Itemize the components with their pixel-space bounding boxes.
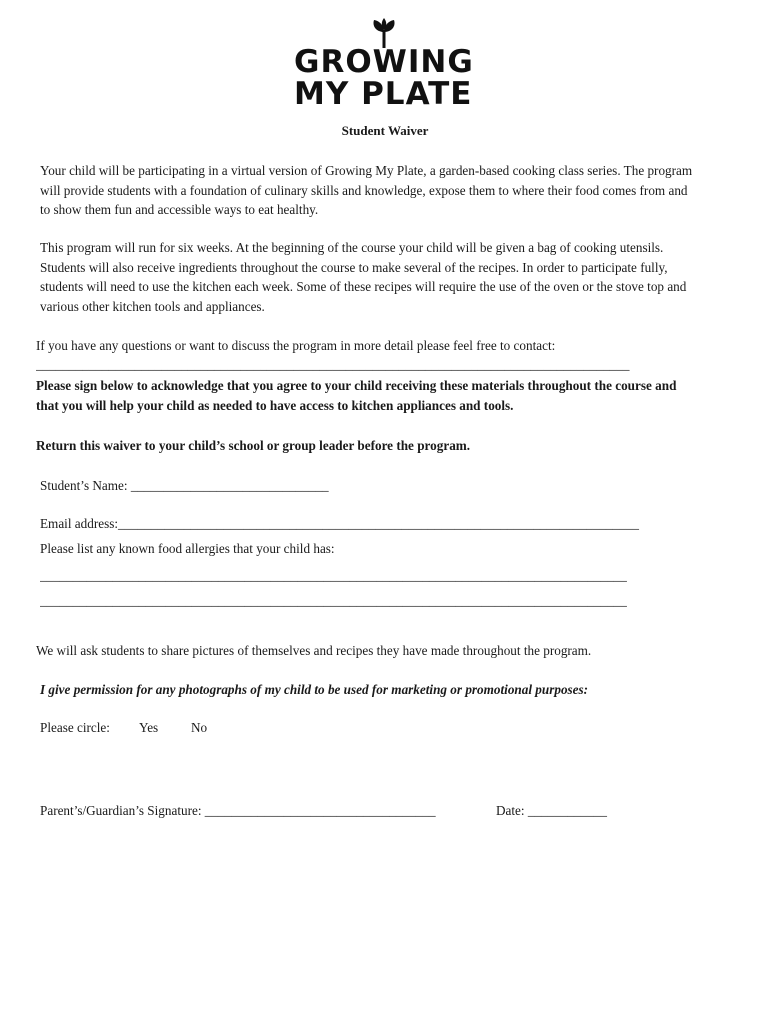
contact-text: If you have any questions or want to discuss the program in more detail please feel free to contact: — [36, 338, 556, 353]
guardian-signature-field[interactable]: Parent’s/Guardian’s Signature: ___________________________________ — [40, 803, 436, 818]
no-option[interactable]: No — [191, 720, 208, 735]
intro-paragraph — [40, 161, 740, 220]
intro-line: to show them fun and accessible ways to eat healthy. — [40, 202, 319, 217]
yes-option[interactable]: Yes — [139, 720, 159, 735]
date-field[interactable]: Date: ____________ — [496, 803, 607, 818]
return-instructions: Return this waiver to your child’s school or group leader before the program. — [36, 438, 471, 453]
allergies-label: Please list any known food allergies that your child has: — [40, 541, 335, 556]
allergy-blank-line[interactable]: _________________________________________________________________________________________ — [40, 593, 627, 608]
program-line: This program will run for six weeks. At the beginning of the course your child will be given a bag of cooking utensils. — [40, 240, 664, 255]
pictures-text: We will ask students to share pictures of themselves and recipes they have made throughout the program. — [36, 643, 592, 658]
program-line: various other kitchen tools and appliances. — [40, 298, 265, 314]
logo-line-2: MY PLATE — [294, 76, 473, 112]
program-paragraph — [40, 238, 740, 316]
email-field[interactable]: Email address:_______________________________________________________________________________ — [40, 516, 639, 531]
intro-line: Your child will be participating in a virtual version of Growing My Plate, a garden-based cooking class series. The program — [40, 163, 693, 178]
student-name-field[interactable]: Student’s Name: ______________________________ — [40, 478, 329, 493]
contact-blank-line[interactable]: __________________________________________________________________________________________ — [36, 357, 630, 372]
acknowledge-line: Please sign below to acknowledge that you agree to your child receiving these materials throughout the course and — [36, 378, 677, 393]
page-title: Student Waiver — [341, 123, 429, 138]
please-circle-label: Please circle: — [40, 720, 110, 735]
photo-permission-text: I give permission for any photographs of my child to be used for marketing or promotional purposes: — [40, 682, 589, 697]
acknowledge-line: that you will help your child as needed to have access to kitchen appliances and tools. — [36, 397, 514, 413]
growing-my-plate-logo — [290, 18, 476, 110]
intro-line: will provide students with a foundation of culinary skills and knowledge, expose them to where their food comes from and — [40, 182, 688, 198]
acknowledge-paragraph — [36, 376, 736, 415]
allergy-blank-line[interactable]: _________________________________________________________________________________________ — [40, 568, 627, 583]
logo-line-1: GROWING — [294, 44, 474, 80]
program-line: Students will also receive ingredients throughout the course to make several of the recipes. In order to participate fully, — [40, 259, 668, 275]
program-line: students will need to use the kitchen each week. Some of these recipes will require the use of the oven or the stove top and — [40, 279, 687, 294]
